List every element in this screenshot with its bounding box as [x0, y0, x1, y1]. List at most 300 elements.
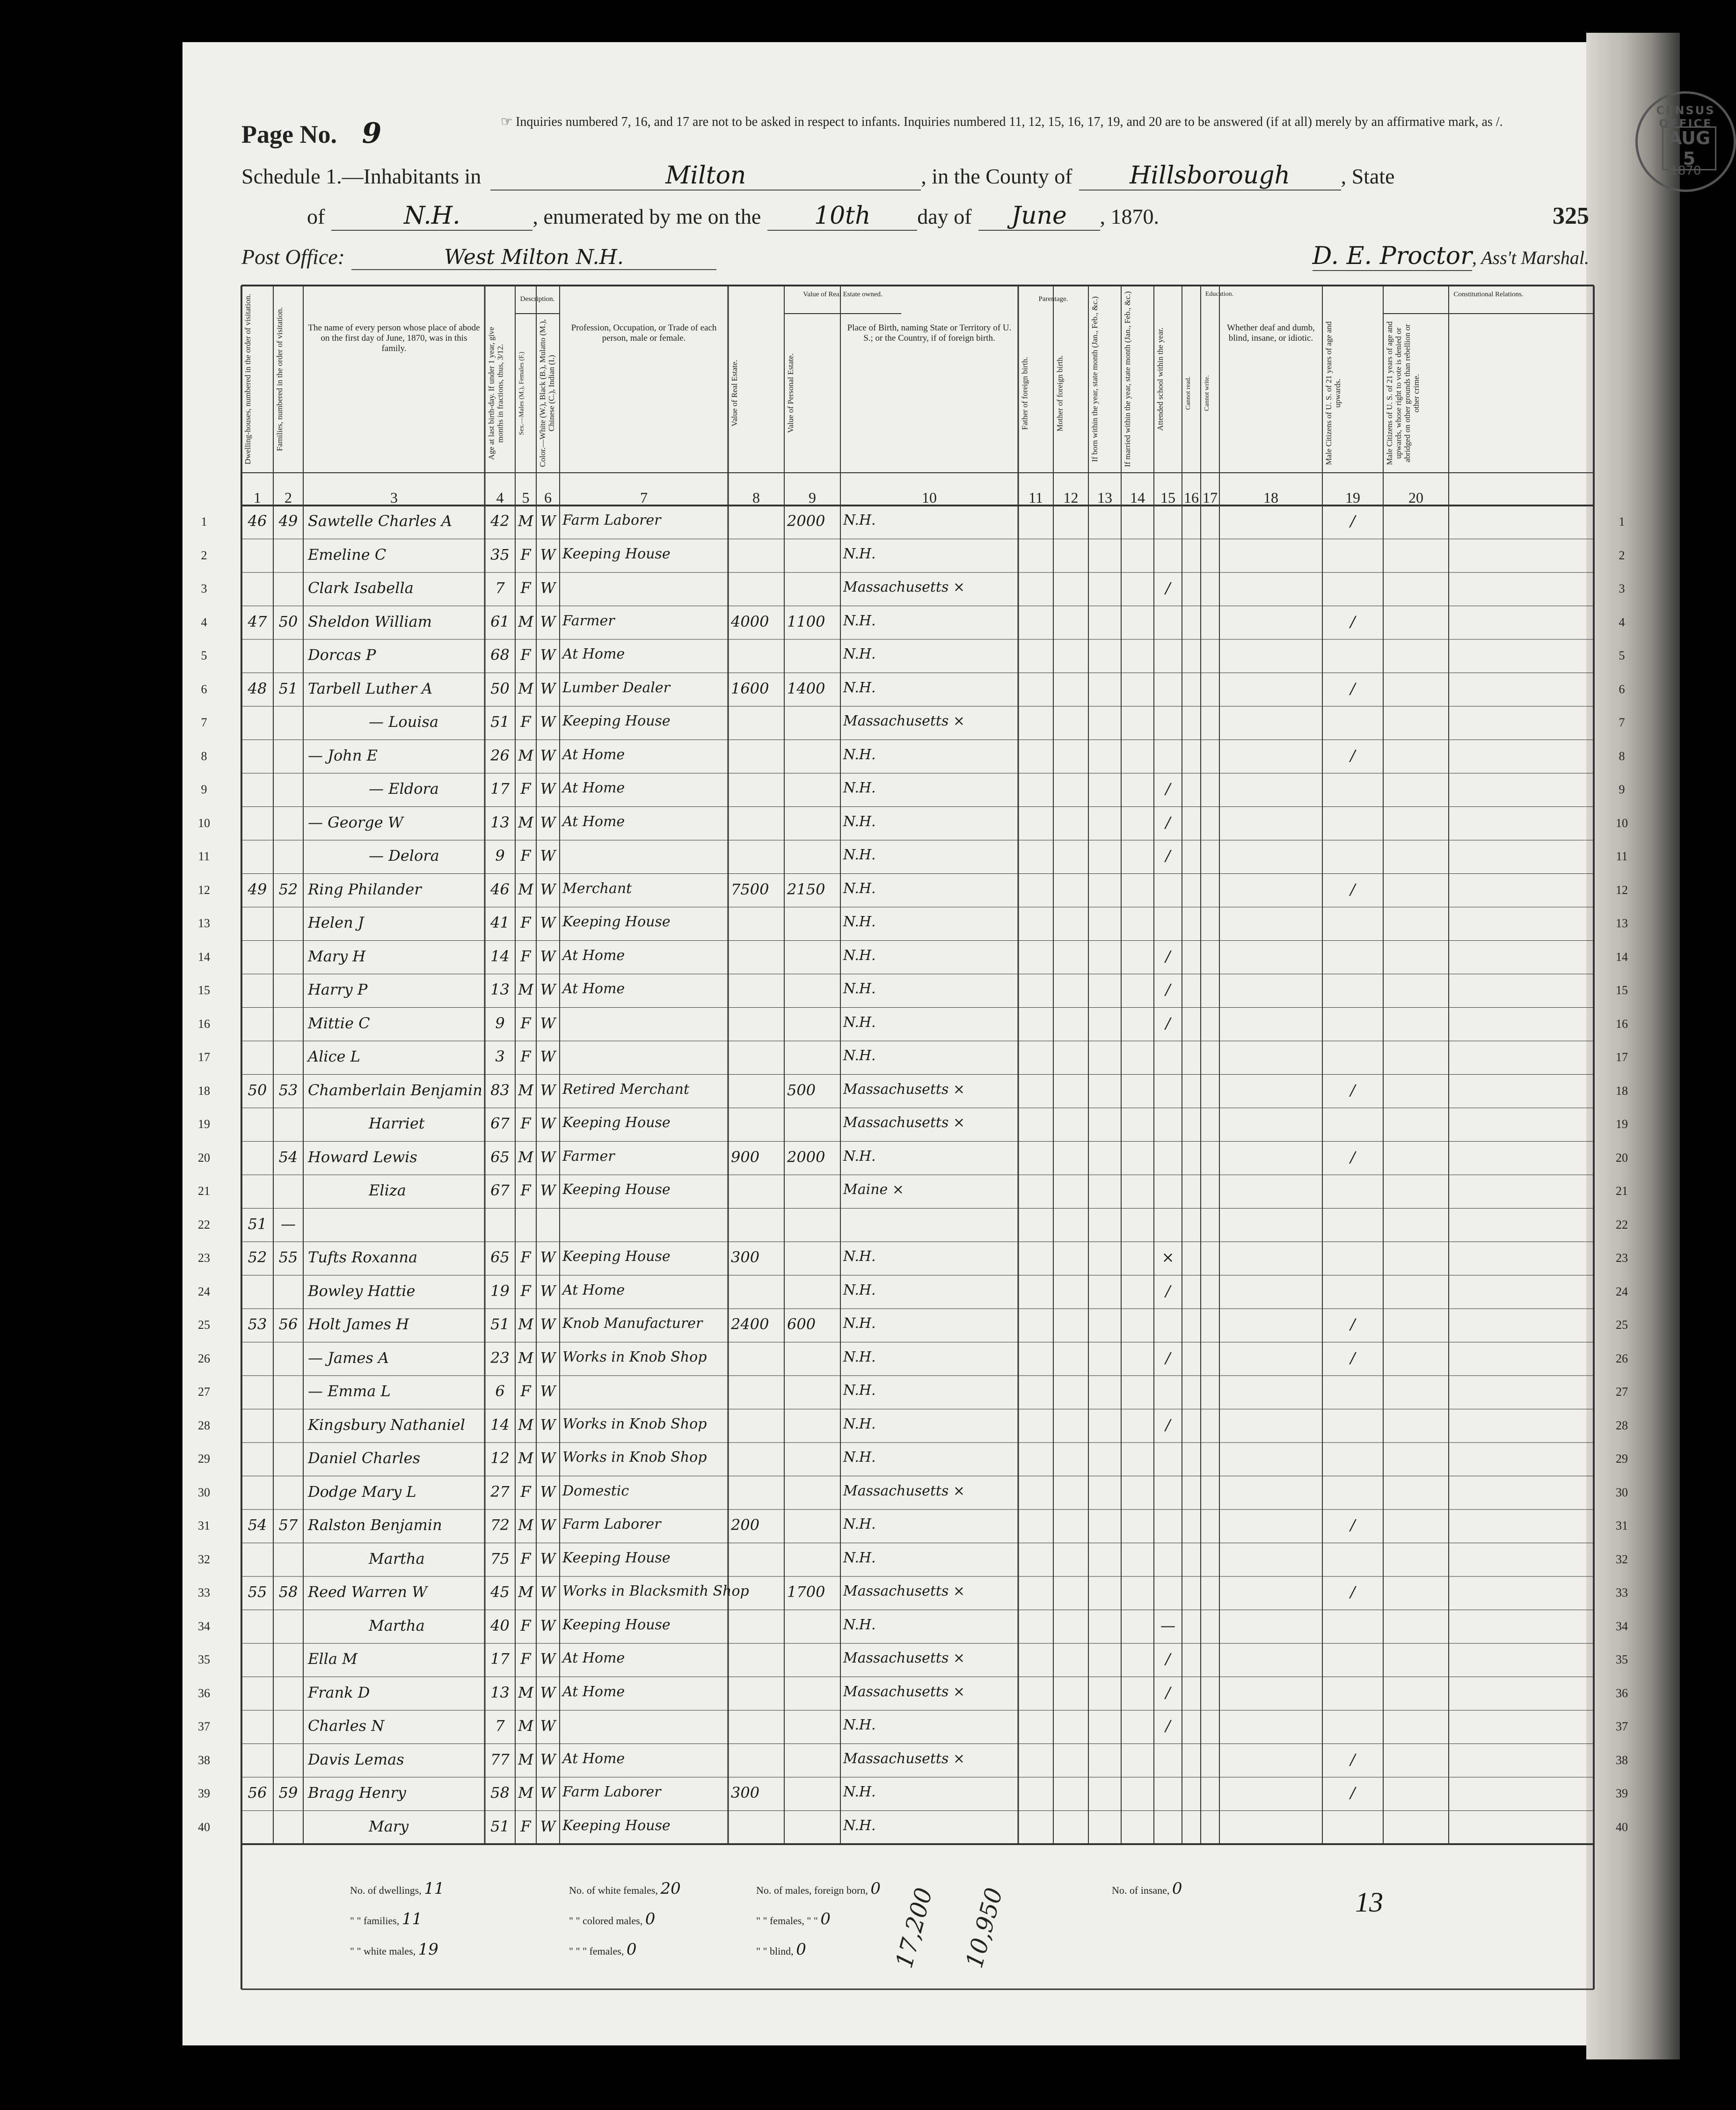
- table-row: [198, 1309, 1628, 1342]
- place-of-birth: N.H.: [843, 746, 876, 763]
- person-name: Tarbell Luther A: [308, 679, 433, 697]
- footer-white-females: No. of white females, 20: [569, 1879, 681, 1898]
- place-of-birth: N.H.: [843, 914, 876, 930]
- place-of-birth: N.H.: [843, 1348, 876, 1365]
- color: W: [540, 1717, 556, 1735]
- row-number-left: 34: [198, 1619, 210, 1633]
- person-name: — James A: [308, 1348, 389, 1367]
- occupation: Keeping House: [562, 1181, 671, 1198]
- row-number-right: 32: [1616, 1552, 1628, 1566]
- row-number-left: 23: [198, 1251, 210, 1265]
- place-of-birth: N.H.: [843, 1449, 876, 1465]
- footer-females-foreign-value: 0: [820, 1910, 831, 1928]
- header-group-parentage: Parentage.: [1038, 295, 1068, 303]
- person-name: Kingsbury Nathaniel: [308, 1415, 465, 1434]
- table-row: [198, 1209, 1628, 1242]
- age: 65: [490, 1148, 510, 1166]
- post-office-label: Post Office:: [241, 245, 345, 269]
- header-group-constitutional: Constitutional Relations.: [1453, 291, 1524, 298]
- occupation: Keeping House: [562, 1549, 671, 1566]
- age: 40: [490, 1616, 510, 1634]
- header-col-13: If born within the year, state month (Jan., Feb., &c.): [1090, 296, 1099, 462]
- sex: M: [518, 1717, 533, 1735]
- color: W: [540, 1315, 556, 1333]
- family-number: 53: [278, 1081, 298, 1099]
- table-row: [201, 539, 1625, 573]
- person-name: Martha: [369, 1616, 425, 1634]
- column-number-10: 10: [922, 489, 937, 506]
- row-number-right: 38: [1616, 1753, 1628, 1767]
- row-number-right: 8: [1619, 749, 1625, 763]
- real-estate-value: 2400: [731, 1315, 769, 1333]
- column-number-12: 12: [1063, 489, 1079, 506]
- personal-estate-value: 1100: [787, 612, 825, 630]
- table-row: [198, 1476, 1628, 1510]
- header-col-16: Cannot read.: [1185, 376, 1192, 410]
- schedule-line-2: [241, 202, 1589, 242]
- age: 35: [490, 545, 510, 564]
- sex: F: [520, 780, 531, 798]
- age: 58: [490, 1784, 510, 1802]
- row-number-right: 19: [1616, 1117, 1628, 1131]
- place-of-birth: Massachusetts ×: [843, 1650, 965, 1666]
- table-row: [198, 907, 1628, 941]
- header-col-15: Attended school within the year.: [1156, 327, 1165, 431]
- schedule-header: [241, 161, 1589, 275]
- column-number-3: 3: [390, 489, 398, 506]
- dwelling-number: 50: [248, 1081, 267, 1099]
- place-of-birth: N.H.: [843, 780, 876, 796]
- table-row: [198, 1811, 1628, 1845]
- row-number-right: 22: [1616, 1217, 1628, 1231]
- dwelling-number: 48: [248, 679, 267, 697]
- person-name: — Emma L: [308, 1382, 391, 1400]
- attended-school: /: [1165, 1348, 1171, 1367]
- color: W: [540, 1650, 556, 1668]
- sex: F: [520, 1549, 531, 1568]
- row-number-left: 37: [198, 1720, 210, 1733]
- footer-white-females-value: 20: [660, 1879, 681, 1898]
- occupation: Farmer: [562, 612, 615, 629]
- header-col-11: Father of foreign birth.: [1020, 357, 1029, 430]
- column-number-20: 20: [1408, 489, 1423, 506]
- color: W: [540, 981, 556, 998]
- header-col-9: Value of Personal Estate.: [786, 353, 795, 433]
- town-field: Milton: [490, 161, 921, 190]
- table-row: [201, 706, 1625, 740]
- attended-school: /: [1165, 1014, 1171, 1032]
- header-group-value: Value of Real Estate owned.: [803, 291, 883, 298]
- table-row: [198, 874, 1628, 908]
- row-number-left: 6: [201, 682, 207, 696]
- attended-school: —: [1160, 1616, 1175, 1634]
- table-row: [198, 1175, 1628, 1209]
- male-citizen: /: [1350, 1148, 1356, 1166]
- color: W: [540, 947, 556, 965]
- real-estate-value: 7500: [731, 880, 769, 898]
- occupation: Farm Laborer: [562, 1516, 661, 1532]
- table-row: [201, 773, 1625, 807]
- sex: M: [518, 1415, 533, 1434]
- family-number: 57: [278, 1516, 298, 1534]
- row-number-left: 28: [198, 1418, 210, 1432]
- age: 83: [490, 1081, 510, 1099]
- table-row: [198, 1041, 1628, 1075]
- sex: M: [518, 1750, 533, 1768]
- place-of-birth: N.H.: [843, 1516, 876, 1532]
- place-of-birth: Massachusetts ×: [843, 1114, 965, 1131]
- row-number-left: 9: [201, 783, 207, 796]
- occupation: Farm Laborer: [562, 1784, 661, 1800]
- sex: F: [520, 1114, 531, 1132]
- person-name: Charles N: [308, 1717, 385, 1735]
- occupation: Works in Knob Shop: [562, 1415, 707, 1432]
- header-col-1: Dwelling-houses, numbered in the order of visitation.: [243, 293, 252, 465]
- sex: M: [518, 612, 533, 630]
- personal-estate-value: 2000: [787, 512, 825, 530]
- page-number-label: Page No.: [241, 120, 337, 148]
- age: 51: [490, 1315, 510, 1333]
- age: 51: [490, 1817, 510, 1835]
- of-label: of: [307, 205, 325, 228]
- header-col-19: Male Citizens of U. S. of 21 years of age and upwards.: [1324, 321, 1342, 465]
- color: W: [540, 1683, 556, 1701]
- county-label: , in the County of: [921, 164, 1072, 188]
- age: 51: [490, 713, 510, 731]
- family-number: 50: [278, 612, 298, 630]
- place-of-birth: Massachusetts ×: [843, 1482, 965, 1499]
- place-of-birth: N.H.: [843, 1148, 876, 1165]
- table-row: [198, 941, 1628, 974]
- person-name: — Louisa: [369, 713, 439, 731]
- color: W: [540, 612, 556, 630]
- occupation: At Home: [562, 646, 625, 662]
- census-page: [182, 42, 1715, 2045]
- attended-school: /: [1165, 947, 1171, 965]
- person-name: — George W: [308, 813, 403, 831]
- sheet-number: 325: [1553, 203, 1589, 229]
- header-col-14: If married within the year, state month (Jan., Feb., &c.): [1123, 291, 1132, 467]
- row-number-left: 13: [198, 916, 210, 930]
- attended-school: /: [1165, 1282, 1171, 1300]
- table-row: [198, 1509, 1628, 1543]
- family-number: —: [281, 1215, 296, 1233]
- age: 46: [490, 880, 510, 898]
- place-of-birth: N.H.: [843, 1248, 876, 1265]
- personal-estate-value: 500: [787, 1081, 816, 1099]
- person-name: Harriet: [369, 1114, 425, 1132]
- footer-blind-value: 0: [796, 1940, 806, 1959]
- school-total: 13: [1355, 1887, 1383, 1918]
- attended-school: /: [1165, 579, 1171, 597]
- male-citizen: /: [1350, 612, 1356, 630]
- age: 67: [490, 1114, 510, 1132]
- sex: F: [520, 1282, 531, 1300]
- place-of-birth: N.H.: [843, 1415, 876, 1432]
- table-row: [198, 974, 1628, 1008]
- color: W: [540, 1616, 556, 1634]
- place-of-birth: N.H.: [843, 847, 876, 863]
- occupation: Keeping House: [562, 914, 671, 930]
- family-number: 56: [278, 1315, 298, 1333]
- age: 6: [495, 1382, 505, 1400]
- occupation: Keeping House: [562, 713, 671, 729]
- table-row: [201, 673, 1625, 707]
- sex: M: [518, 1784, 533, 1802]
- column-number-17: 17: [1203, 489, 1218, 506]
- person-name: Reed Warren W: [308, 1583, 428, 1601]
- place-of-birth: Massachusetts ×: [843, 1081, 965, 1098]
- place-of-birth: N.H.: [843, 679, 876, 696]
- age: 67: [490, 1181, 510, 1199]
- sex: F: [520, 1482, 531, 1501]
- marshal-label: , Ass't Marshal.: [1472, 247, 1589, 268]
- color: W: [540, 880, 556, 898]
- row-number-right: 16: [1616, 1017, 1628, 1031]
- column-number-1: 1: [254, 489, 261, 506]
- age: 17: [490, 780, 510, 798]
- color: W: [540, 1148, 556, 1166]
- row-number-right: 11: [1616, 850, 1628, 863]
- dwelling-number: 54: [248, 1516, 267, 1534]
- person-name: Chamberlain Benjamin: [308, 1081, 482, 1099]
- table-row: [198, 807, 1628, 841]
- row-number-right: 34: [1616, 1619, 1628, 1633]
- color: W: [540, 1784, 556, 1802]
- sex: M: [518, 1583, 533, 1601]
- occupation: Works in Blacksmith Shop: [562, 1583, 749, 1599]
- color: W: [540, 1382, 556, 1400]
- row-number-left: 8: [201, 749, 207, 763]
- person-name: Bowley Hattie: [308, 1282, 416, 1300]
- occupation: At Home: [562, 813, 625, 830]
- attended-school: /: [1165, 847, 1171, 865]
- header-group-education: Education.: [1205, 291, 1234, 298]
- age: 77: [490, 1750, 510, 1768]
- age: 9: [495, 847, 505, 865]
- attended-school: /: [1165, 813, 1171, 831]
- row-number-left: 17: [198, 1050, 210, 1064]
- column-number-5: 5: [522, 489, 530, 506]
- column-number-8: 8: [752, 489, 760, 506]
- table-row: [201, 572, 1625, 606]
- color: W: [540, 1081, 556, 1099]
- census-office-stamp: [1635, 91, 1736, 192]
- color: W: [540, 1449, 556, 1467]
- place-of-birth: Massachusetts ×: [843, 1683, 965, 1700]
- family-number: 54: [278, 1148, 298, 1166]
- color: W: [540, 1014, 556, 1032]
- place-of-birth: N.H.: [843, 646, 876, 662]
- age: 12: [490, 1449, 510, 1467]
- sex: F: [520, 1817, 531, 1835]
- county-field: Hillsborough: [1079, 161, 1341, 190]
- color: W: [540, 1415, 556, 1434]
- male-citizen: /: [1350, 880, 1356, 898]
- row-number-right: 29: [1616, 1452, 1628, 1465]
- header-col-17: Cannot write.: [1204, 375, 1211, 411]
- occupation: Knob Manufacturer: [562, 1315, 703, 1332]
- sex: M: [518, 1081, 533, 1099]
- header-col-6: Color.—White (W.), Black (B.), Mulatto (M.), Chinese (C.), Indian (I.): [538, 319, 556, 467]
- real-estate-value: 4000: [731, 612, 769, 630]
- place-of-birth: N.H.: [843, 512, 876, 528]
- column-number-13: 13: [1097, 489, 1112, 506]
- stamp-text: CENSUS OFFICE: [1656, 104, 1715, 130]
- total-real-estate: 17,200: [890, 1884, 938, 1971]
- male-citizen: /: [1350, 746, 1356, 764]
- row-number-right: 31: [1616, 1519, 1628, 1532]
- table-row: [198, 1275, 1628, 1309]
- row-number-left: 24: [198, 1284, 210, 1298]
- occupation: Lumber Dealer: [562, 679, 670, 696]
- age: 19: [490, 1282, 510, 1300]
- footer-families: " " families, 11: [350, 1910, 423, 1928]
- dwelling-number: 46: [248, 512, 267, 530]
- row-number-left: 10: [198, 816, 210, 830]
- person-name: Davis Lemas: [308, 1750, 404, 1768]
- color: W: [540, 579, 556, 597]
- sex: M: [518, 512, 533, 530]
- male-citizen: /: [1350, 1784, 1356, 1802]
- row-number-right: 17: [1616, 1050, 1628, 1064]
- age: 3: [495, 1048, 505, 1065]
- row-number-right: 33: [1616, 1586, 1628, 1599]
- row-number-left: 21: [198, 1184, 210, 1198]
- row-number-left: 3: [201, 582, 207, 595]
- dwelling-number: 51: [248, 1215, 267, 1233]
- color: W: [540, 646, 556, 664]
- person-name: Ella M: [308, 1650, 357, 1668]
- footer-males-foreign-value: 0: [870, 1879, 881, 1898]
- occupation: Keeping House: [562, 1114, 671, 1131]
- table-row: [198, 1108, 1628, 1142]
- age: 14: [490, 1415, 510, 1434]
- sex: F: [520, 545, 531, 564]
- male-citizen: /: [1350, 1348, 1356, 1367]
- header-col-3: The name of every person whose place of abode on the first day of June, 1870, was in this family.: [308, 323, 480, 353]
- column-number-4: 4: [496, 489, 504, 506]
- occupation: Works in Knob Shop: [562, 1449, 707, 1465]
- header-col-10: Place of Birth, naming State or Territory of U. S.; or the Country, if of foreign birth.: [847, 323, 1012, 343]
- real-estate-value: 300: [731, 1784, 760, 1802]
- color: W: [540, 1583, 556, 1601]
- row-number-left: 22: [198, 1217, 210, 1231]
- occupation: At Home: [562, 746, 625, 763]
- occupation: Farmer: [562, 1148, 615, 1165]
- male-citizen: /: [1350, 679, 1356, 697]
- family-number: 49: [278, 512, 298, 530]
- personal-estate-value: 1700: [787, 1583, 825, 1601]
- table-row: [198, 1710, 1628, 1744]
- age: 13: [490, 1683, 510, 1701]
- sex: F: [520, 1181, 531, 1199]
- row-number-left: 29: [198, 1452, 210, 1465]
- place-of-birth: N.H.: [843, 947, 876, 964]
- family-number: 52: [278, 880, 298, 898]
- occupation: Keeping House: [562, 1817, 671, 1834]
- place-of-birth: N.H.: [843, 1817, 876, 1834]
- row-number-right: 25: [1616, 1318, 1628, 1332]
- row-number-right: 1: [1619, 515, 1625, 528]
- row-number-right: 9: [1619, 783, 1625, 796]
- row-number-right: 35: [1616, 1653, 1628, 1666]
- color: W: [540, 1114, 556, 1132]
- age: 72: [490, 1516, 510, 1534]
- color: W: [540, 780, 556, 798]
- dwelling-number: 52: [248, 1248, 267, 1266]
- footer-insane: No. of insane, 0: [1112, 1879, 1182, 1898]
- occupation: Keeping House: [562, 1616, 671, 1633]
- row-number-right: 15: [1616, 983, 1628, 997]
- pointing-hand-icon: ☞: [501, 115, 516, 129]
- place-of-birth: N.H.: [843, 880, 876, 897]
- personal-estate-value: 2000: [787, 1148, 825, 1166]
- age: 7: [495, 1717, 505, 1735]
- occupation: At Home: [562, 780, 625, 796]
- color: W: [540, 512, 556, 530]
- row-number-left: 15: [198, 983, 210, 997]
- row-number-right: 26: [1616, 1351, 1628, 1365]
- person-name: Dorcas P: [308, 646, 376, 664]
- attended-school: /: [1165, 981, 1171, 998]
- color: W: [540, 713, 556, 731]
- sex: F: [520, 1248, 531, 1266]
- color: W: [540, 746, 556, 764]
- row-number-right: 27: [1616, 1385, 1628, 1399]
- column-number-2: 2: [284, 489, 292, 506]
- header-col-2: Families, numbered in the order of visitation.: [275, 307, 284, 451]
- enumerated-label: , enumerated by me on the: [532, 205, 761, 228]
- row-number-left: 1: [201, 515, 207, 528]
- row-number-left: 31: [198, 1519, 210, 1532]
- dwelling-number: 53: [248, 1315, 267, 1333]
- sex: M: [518, 1683, 533, 1701]
- row-number-right: 5: [1619, 649, 1625, 662]
- header-col-4: Age at last birth-day. If under 1 year, give months in fractions, thus, 3/12.: [487, 326, 504, 460]
- attended-school: /: [1165, 1717, 1171, 1735]
- row-number-left: 35: [198, 1653, 210, 1666]
- table-row: [198, 840, 1628, 874]
- age: 23: [490, 1348, 510, 1367]
- stamp-date: AUG 5: [1662, 126, 1716, 170]
- header-col-5: Sex.—Males (M.), Females (F.): [518, 351, 525, 435]
- person-name: Tufts Roxanna: [308, 1248, 418, 1266]
- family-number: 59: [278, 1784, 298, 1802]
- age: 42: [490, 512, 510, 530]
- person-name: Bragg Henry: [308, 1784, 406, 1802]
- place-of-birth: N.H.: [843, 1784, 876, 1800]
- column-number-15: 15: [1160, 489, 1175, 506]
- row-number-left: 11: [198, 850, 210, 863]
- table-row: [201, 740, 1625, 774]
- place-of-birth: N.H.: [843, 981, 876, 997]
- row-number-right: 13: [1616, 916, 1628, 930]
- real-estate-value: 1600: [731, 679, 769, 697]
- male-citizen: /: [1350, 1516, 1356, 1534]
- column-number-18: 18: [1263, 489, 1278, 506]
- age: 26: [490, 746, 510, 764]
- personal-estate-value: 600: [787, 1315, 816, 1333]
- row-number-right: 14: [1616, 950, 1628, 964]
- state-field: N.H.: [331, 202, 532, 231]
- row-number-left: 5: [201, 649, 207, 662]
- sex: F: [520, 579, 531, 597]
- sex: M: [518, 1315, 533, 1333]
- place-of-birth: N.H.: [843, 1717, 876, 1733]
- place-of-birth: Massachusetts ×: [843, 1750, 965, 1767]
- row-number-left: 40: [198, 1820, 210, 1834]
